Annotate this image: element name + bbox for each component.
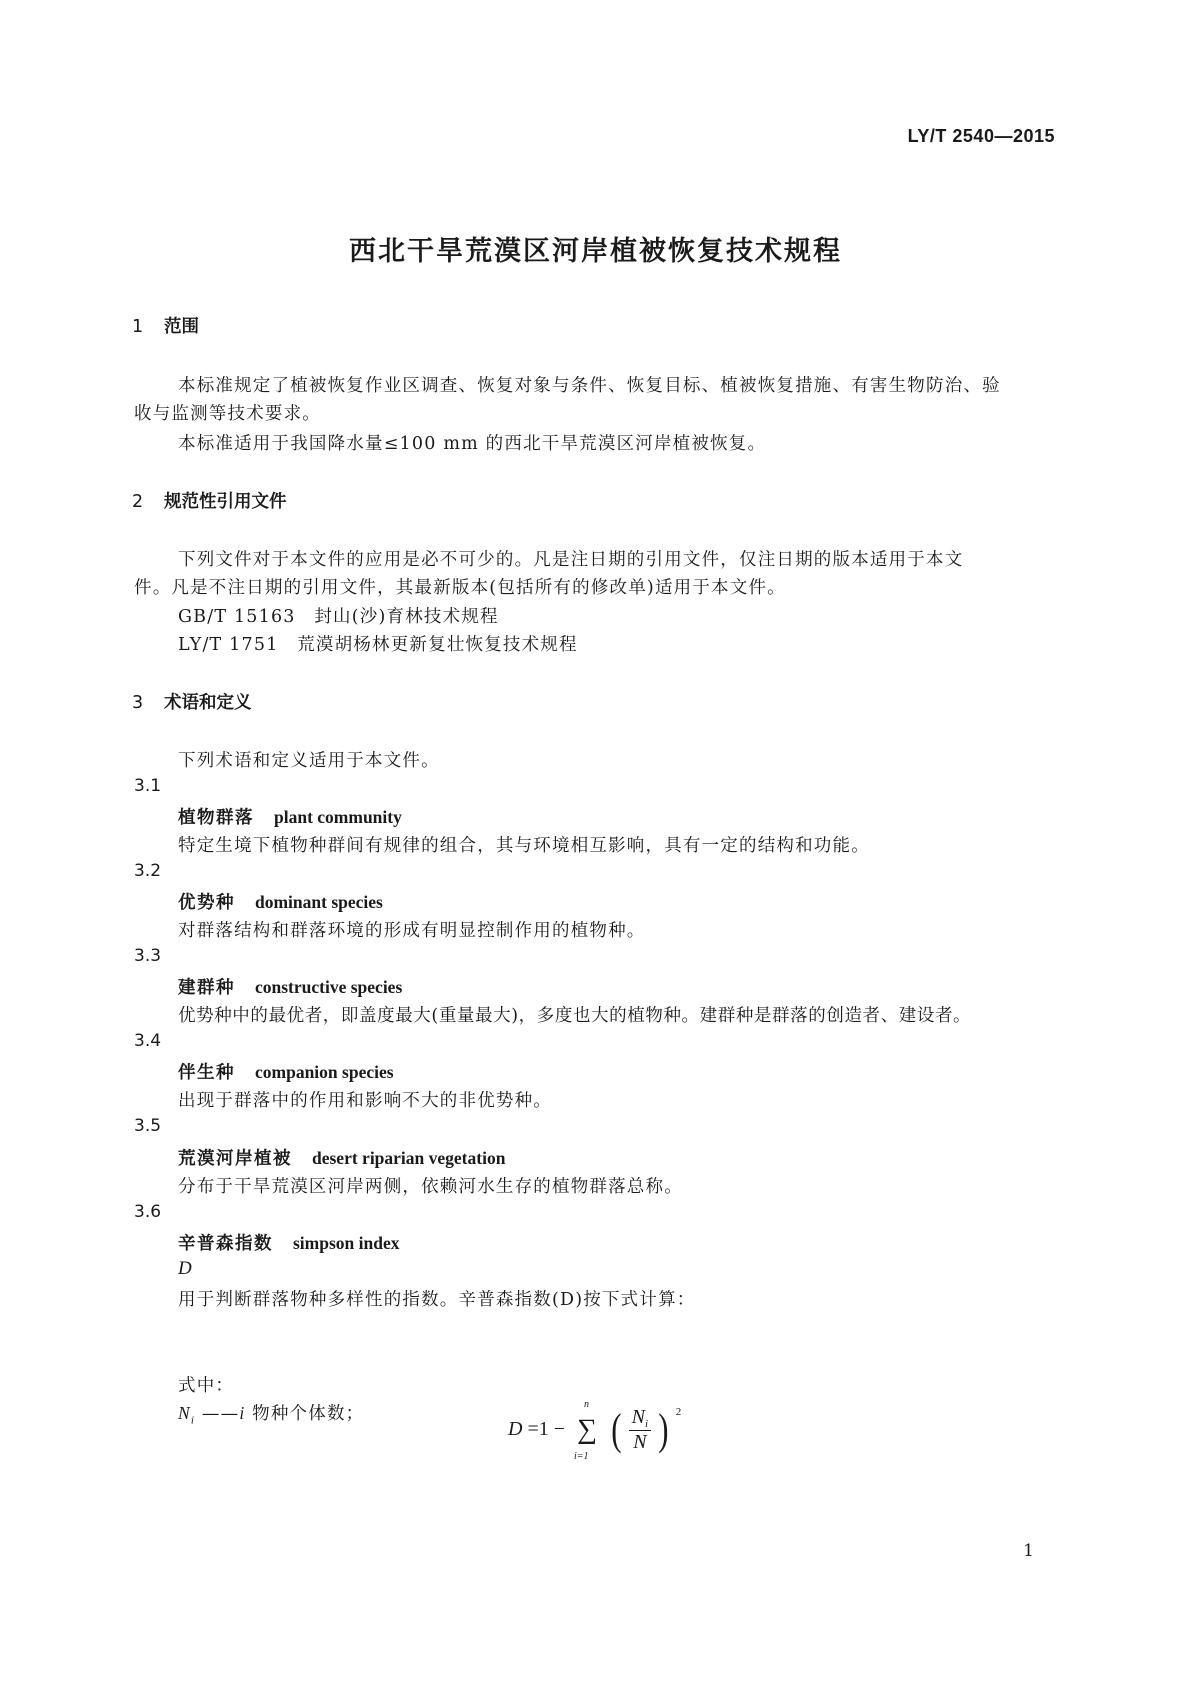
standard-code: LY/T 2540—2015: [907, 126, 1055, 146]
term-en: companion species: [255, 1062, 394, 1082]
term-number: 3.5: [134, 1116, 162, 1136]
term-heading: [178, 1230, 400, 1255]
term-heading: [178, 1059, 394, 1084]
term-number: 3.1: [134, 776, 162, 796]
references-paragraph-line-2: 件。凡是不注日期的引用文件，其最新版本(包括所有的修改单)适用于本文件。: [134, 578, 786, 598]
fraction: [629, 1405, 651, 1454]
right-paren: ): [658, 1404, 669, 1454]
reference-title: 封山(沙)育林技术规程: [314, 607, 499, 627]
term-number: 3.6: [134, 1202, 162, 1222]
term-en: plant community: [274, 807, 402, 827]
section-number: 3: [132, 693, 144, 713]
fraction-denominator: N: [633, 1431, 647, 1453]
term-zh: 荒漠河岸植被: [178, 1149, 292, 1169]
scope-paragraph-1-line-2: 收与监测等技术要求。: [134, 404, 321, 424]
summation-symbol: [574, 1398, 600, 1463]
summation-upper-limit: n: [584, 1398, 590, 1410]
term-zh: 建群种: [178, 978, 235, 998]
where-label: 式中：: [178, 1376, 235, 1396]
page-number: 1: [1023, 1541, 1034, 1561]
reference-code: GB/T 15163: [178, 607, 296, 627]
variable-symbol: N: [178, 1403, 191, 1423]
formula-exponent: 2: [675, 1405, 682, 1418]
formula-lhs: D: [508, 1418, 523, 1440]
term-number: 3.4: [134, 1031, 162, 1051]
variable-index: i: [239, 1403, 246, 1423]
section-title: 规范性引用文件: [164, 492, 287, 512]
reference-item: [178, 631, 578, 656]
term-definition: 分布于干旱荒漠区河岸两侧，依赖河水生存的植物群落总称。: [178, 1177, 683, 1197]
term-heading: [178, 804, 402, 829]
term-definition: 出现于群落中的作用和影响不大的非优势种。: [178, 1091, 552, 1111]
term-symbol: D: [178, 1258, 193, 1279]
scope-paragraph-1-line-1: 本标准规定了植被恢复作业区调查、恢复对象与条件、恢复目标、植被恢复措施、有害生物防治、验: [178, 376, 1001, 396]
term-heading: [178, 974, 402, 999]
reference-code: LY/T 1751: [178, 635, 279, 655]
variable-dash: ——: [201, 1404, 240, 1424]
summation-sign: ∑: [577, 1414, 597, 1446]
term-heading: [178, 1145, 505, 1170]
term-zh: 伴生种: [178, 1063, 235, 1083]
section-title: 范围: [164, 317, 199, 337]
term-definition: 特定生境下植物种群间有规律的组合，其与环境相互影响，具有一定的结构和功能。: [178, 836, 870, 856]
variable-subscript: i: [190, 1414, 196, 1427]
section-3-heading: [132, 689, 252, 714]
reference-title: 荒漠胡杨林更新复壮恢复技术规程: [297, 635, 578, 655]
term-zh: 辛普森指数: [178, 1234, 273, 1254]
reference-item: [178, 603, 499, 628]
term-zh: 植物群落: [178, 808, 254, 828]
formula-equals: =1 −: [527, 1418, 566, 1440]
simpson-description: 用于判断群落物种多样性的指数。辛普森指数(D)按下式计算：: [178, 1290, 696, 1310]
term-heading: [178, 889, 383, 914]
term-definition: 对群落结构和群落环境的形成有明显控制作用的植物种。: [178, 921, 646, 941]
term-en: desert riparian vegetation: [312, 1148, 506, 1168]
fraction-numerator: $N_i$: [629, 1405, 651, 1431]
document-title: 西北干旱荒漠区河岸植被恢复技术规程: [349, 236, 842, 267]
scope-paragraph-2: 本标准适用于我国降水量≤100 mm 的西北干旱荒漠区河岸植被恢复。: [178, 434, 767, 454]
term-number: 3.2: [134, 861, 162, 881]
section-2-heading: [132, 488, 287, 513]
term-zh: 优势种: [178, 893, 235, 913]
references-paragraph-line-1: 下列文件对于本文件的应用是必不可少的。凡是注日期的引用文件，仅注日期的版本适用于本文: [178, 550, 964, 570]
simpson-formula: [508, 1398, 682, 1463]
variable-description: 物种个体数；: [252, 1404, 365, 1424]
section-number: 1: [132, 317, 144, 337]
variable-definition: [178, 1400, 364, 1427]
term-en: constructive species: [255, 977, 403, 997]
term-definition: 优势种中的最优者，即盖度最大(重量最大)，多度也大的植物种。建群种是群落的创造者、建设者。: [178, 1006, 972, 1026]
section-title: 术语和定义: [164, 693, 252, 713]
summation-lower-limit: i=1: [574, 1451, 589, 1463]
term-en: simpson index: [293, 1233, 400, 1253]
terms-intro: 下列术语和定义适用于本文件。: [178, 751, 440, 771]
left-paren: (: [611, 1404, 622, 1454]
term-number: 3.3: [134, 946, 162, 966]
section-1-heading: [132, 313, 199, 338]
section-number: 2: [132, 492, 144, 512]
term-en: dominant species: [255, 892, 383, 912]
